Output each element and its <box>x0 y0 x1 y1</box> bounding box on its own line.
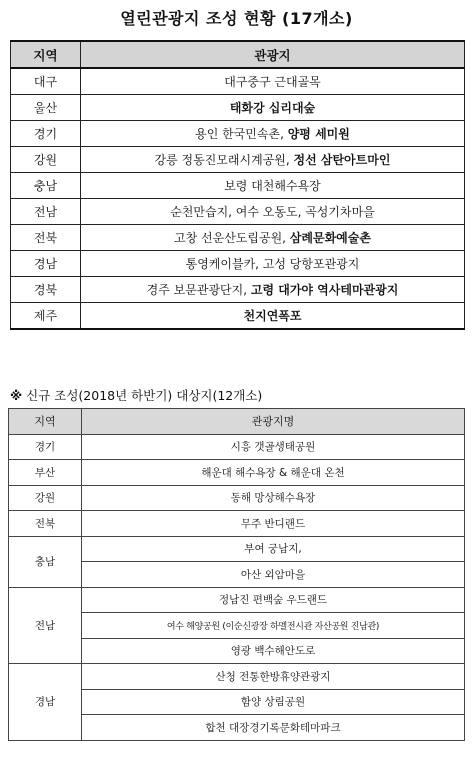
header-site: 관광지 <box>81 41 465 68</box>
site-cell <box>81 303 465 330</box>
site-cell <box>81 147 465 173</box>
region-cell: 전남 <box>9 587 82 664</box>
region-cell: 경북 <box>11 277 81 303</box>
table-row <box>11 199 465 225</box>
site-text-new: 양평 세미원 <box>287 127 350 141</box>
site-text-new: 태화강 십리대숲 <box>229 101 316 115</box>
new-sites-table <box>8 408 465 741</box>
site-cell <box>81 95 465 121</box>
site-text-new: 정선 삼탄아트마인 <box>293 153 391 167</box>
region-cell: 전북 <box>9 511 82 537</box>
region-cell: 충남 <box>11 173 81 199</box>
site-text: 대구중구 근대골목 <box>224 75 321 89</box>
new-sites-subtitle <box>10 386 262 404</box>
table-header-row <box>9 409 465 435</box>
site-cell <box>81 199 465 225</box>
site-cell: 시흥 갯골생태공원 <box>82 434 465 460</box>
table-row <box>11 173 465 199</box>
table-row <box>9 460 465 486</box>
region-cell: 경남 <box>11 251 81 277</box>
table-row <box>9 485 465 511</box>
site-cell: 여수 해양공원 (이순신광장 하멜전시관 자산공원 진남관) <box>82 613 465 639</box>
site-cell <box>81 225 465 251</box>
region-cell: 부산 <box>9 460 82 486</box>
table-row <box>11 68 465 95</box>
site-text: 용인 한국민속촌, <box>195 127 288 141</box>
table-row <box>9 664 465 690</box>
region-cell: 충남 <box>9 536 82 587</box>
table-row <box>9 587 465 613</box>
site-cell: 합천 대장경기록문화테마파크 <box>82 715 465 741</box>
site-cell: 동해 망상해수욕장 <box>82 485 465 511</box>
site-cell: 함양 상림공원 <box>82 689 465 715</box>
region-cell: 강원 <box>9 485 82 511</box>
table-row <box>9 536 465 562</box>
region-cell: 대구 <box>11 68 81 95</box>
table-row <box>11 147 465 173</box>
site-text-new: 삼례문화예술촌 <box>289 231 371 245</box>
site-cell <box>81 68 465 95</box>
site-cell: 정남진 편백숲 우드랜드 <box>82 587 465 613</box>
site-text-new: 고령 대가야 역사테마관광지 <box>250 283 399 297</box>
site-cell: 아산 외암마을 <box>82 562 465 588</box>
table-row <box>9 511 465 537</box>
region-cell: 전북 <box>11 225 81 251</box>
site-cell: 부여 궁남지, <box>82 536 465 562</box>
open-tourism-sites-table <box>10 40 465 330</box>
site-text: 보령 대천해수욕장 <box>224 179 321 193</box>
site-text: 강릉 정동진모래시계공원, <box>154 153 294 167</box>
site-text: 통영케이블카, 고성 당항포관광지 <box>185 257 360 271</box>
region-cell: 경기 <box>9 434 82 460</box>
site-cell <box>81 277 465 303</box>
region-cell: 제주 <box>11 303 81 330</box>
table-row <box>9 434 465 460</box>
table-row <box>11 225 465 251</box>
region-cell: 전남 <box>11 199 81 225</box>
site-cell: 무주 반디랜드 <box>82 511 465 537</box>
subtitle-text: 신규 조성(2018년 하반기) 대상지(12개소) <box>26 388 263 403</box>
table-row <box>11 251 465 277</box>
region-cell: 울산 <box>11 95 81 121</box>
site-cell: 산청 전통한방휴양관광지 <box>82 664 465 690</box>
note-mark: ※ <box>10 388 23 403</box>
site-cell: 해운대 해수욕장 & 해운대 온천 <box>82 460 465 486</box>
region-cell: 강원 <box>11 147 81 173</box>
site-text: 고창 선운산도립공원, <box>174 231 290 245</box>
region-cell: 경남 <box>9 664 82 741</box>
table-header-row <box>11 41 465 68</box>
site-text: 순천만습지, 여수 오동도, 곡성기차마을 <box>170 205 375 219</box>
site-cell <box>81 173 465 199</box>
header-region: 지역 <box>9 409 82 435</box>
table-row <box>11 121 465 147</box>
table-row <box>11 277 465 303</box>
header-region: 지역 <box>11 41 81 68</box>
page-title: 열린관광지 조성 현황 (17개소) <box>120 9 353 28</box>
site-cell: 영광 백수해안도로 <box>82 638 465 664</box>
table-row <box>11 303 465 330</box>
header-site-name: 관광지명 <box>82 409 465 435</box>
table-row <box>11 95 465 121</box>
site-text-new: 천지연폭포 <box>243 309 302 323</box>
site-cell <box>81 251 465 277</box>
region-cell: 경기 <box>11 121 81 147</box>
site-text: 경주 보문관광단지, <box>146 283 251 297</box>
site-cell <box>81 121 465 147</box>
